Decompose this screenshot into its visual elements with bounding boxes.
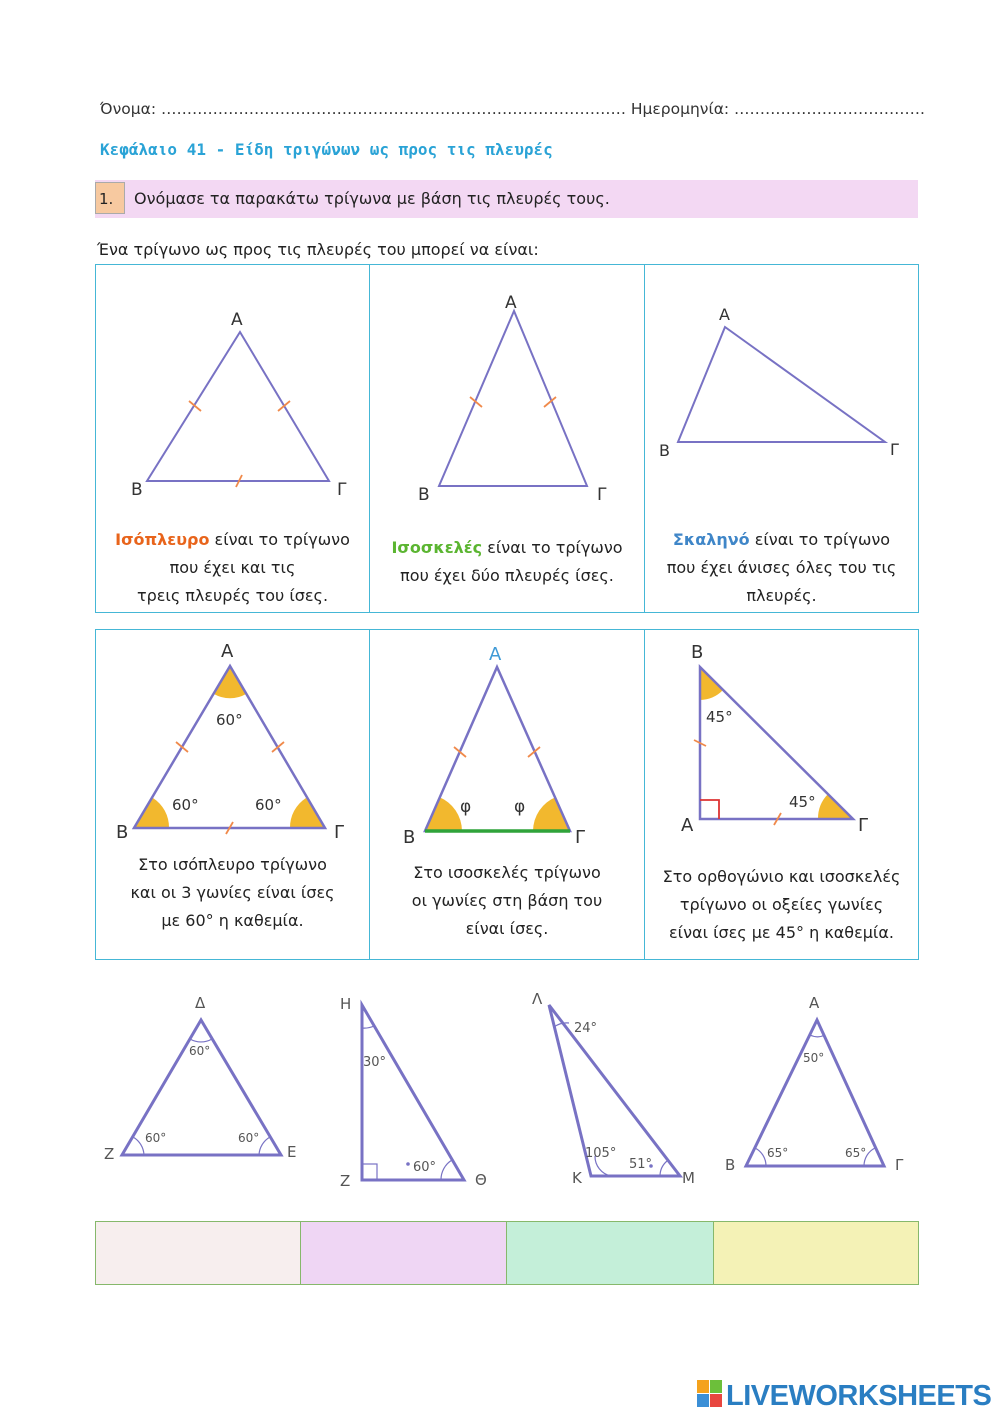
caption-text: Στο ισοσκελές τρίγωνο — [413, 863, 601, 882]
vertex-label: Λ — [532, 990, 543, 1008]
angle-label: 105° — [585, 1146, 617, 1161]
caption-text: που έχει άνισες όλες του τις — [666, 558, 897, 577]
caption-text: τρίγωνο οι οξείες γωνίες — [679, 895, 884, 914]
vertex-label: Γ — [858, 815, 869, 836]
vertex-label: Β — [418, 485, 430, 505]
angle-label: 65° — [767, 1146, 789, 1160]
caption-text: και οι 3 γωνίες είναι ίσες — [130, 883, 335, 902]
vertex-label: Α — [719, 305, 730, 324]
vertex-label: Α — [809, 994, 820, 1012]
answer-box-3[interactable] — [506, 1221, 714, 1285]
angle-label: 45° — [789, 793, 816, 811]
liveworksheets-logo-icon — [697, 1380, 723, 1408]
vertex-label: Γ — [895, 1156, 904, 1174]
scalene-caption — [645, 526, 918, 610]
caption-text: Στο ορθογώνιο και ισοσκελές — [662, 867, 901, 886]
caption-text: που έχει δύο πλευρές ίσες. — [400, 566, 614, 585]
vertex-label: Ε — [287, 1143, 297, 1161]
angle-label: 51° — [629, 1157, 653, 1172]
isosceles-angles-caption — [370, 859, 644, 943]
task-number: 1. — [95, 182, 125, 214]
angle-label: 60° — [145, 1131, 167, 1145]
vertex-label: Α — [681, 815, 694, 836]
vertex-label: Β — [659, 441, 670, 460]
isosceles-triangle-figure — [370, 265, 644, 520]
answer-box-1[interactable] — [95, 1221, 301, 1285]
vertex-label: Γ — [337, 480, 347, 500]
caption-text: με 60° η καθεμία. — [161, 911, 304, 930]
angle-label: 45° — [706, 708, 733, 726]
equilateral-caption — [96, 526, 369, 610]
equilateral-angles-figure — [96, 630, 369, 850]
chapter-title: Κεφάλαιο 41 - Είδη τριγώνων ως προς τις πλευρές — [100, 140, 553, 159]
name-date-line: Όνομα: ……………………………………………………………………………… Ημερομηνία: ………………………………. — [100, 100, 925, 118]
intro-text: Ένα τρίγωνο ως προς τις πλευρές του μπορεί να είναι: — [97, 240, 539, 259]
angle-label: 60° — [189, 1044, 211, 1058]
caption-text: πλευρές. — [746, 586, 817, 605]
caption-text: είναι ίσες. — [465, 919, 549, 938]
angle-label: 60° — [238, 1131, 260, 1145]
vertex-label: Γ — [597, 485, 607, 505]
vertex-label: Κ — [572, 1169, 582, 1187]
angle-label: 65° — [845, 1146, 867, 1160]
isosceles-caption — [370, 534, 644, 590]
angle-label: φ — [460, 797, 472, 817]
task-instruction: Ονόμασε τα παρακάτω τρίγωνα με βάση τις πλευρές τους. — [134, 189, 610, 208]
caption-text: που έχει και τις — [169, 558, 296, 577]
vertex-label: Β — [116, 822, 129, 843]
vertex-label: Ζ — [340, 1172, 351, 1190]
vertex-label: Γ — [575, 827, 586, 848]
vertex-label: Β — [725, 1156, 736, 1174]
caption-text: είναι το τρίγωνο — [749, 530, 891, 549]
angle-label: φ — [514, 797, 526, 817]
caption-text: τρεις πλευρές του ίσες. — [136, 586, 329, 605]
vertex-label: Α — [221, 641, 234, 662]
equilateral-keyword: Ισόπλευρο — [115, 530, 210, 549]
vertex-label: Β — [691, 642, 704, 663]
vertex-label: Β — [131, 480, 143, 500]
angle-label: 60° — [216, 711, 243, 729]
vertex-label: Α — [231, 310, 243, 330]
caption-text: οι γωνίες στη βάση του — [411, 891, 603, 910]
liveworksheets-brand: LIVEWORKSHEETS — [726, 1380, 992, 1412]
angle-label: 24° — [574, 1021, 598, 1036]
vertex-label: Α — [505, 293, 517, 313]
caption-text: είναι το τρίγωνο — [482, 538, 623, 557]
vertex-label: Θ — [475, 1171, 487, 1189]
scalene-keyword: Σκαληνό — [672, 530, 750, 549]
caption-text: είναι το τρίγωνο — [209, 530, 350, 549]
scalene-triangle-figure — [645, 265, 918, 520]
vertex-label: Ζ — [104, 1145, 115, 1163]
angle-label: 60° — [413, 1160, 437, 1175]
angle-label: 60° — [172, 796, 199, 814]
vertex-label: Γ — [334, 822, 345, 843]
vertex-label: Α — [489, 644, 502, 665]
vertex-label: Η — [340, 995, 352, 1013]
isosceles-angles-figure — [370, 630, 644, 850]
caption-text: είναι ίσες με 45° η καθεμία. — [669, 923, 894, 942]
equilateral-triangle-figure — [96, 265, 369, 520]
vertex-label: Β — [403, 827, 416, 848]
answer-box-4[interactable] — [713, 1221, 919, 1285]
equilateral-angles-caption — [96, 851, 369, 935]
angle-label: 50° — [803, 1051, 825, 1065]
angle-label: 30° — [363, 1055, 387, 1070]
vertex-label: Δ — [195, 994, 206, 1012]
exercise-triangles — [95, 990, 919, 1190]
vertex-label: Γ — [890, 440, 899, 459]
isosceles-keyword: Ισοσκελές — [391, 538, 483, 557]
answer-box-2[interactable] — [300, 1221, 507, 1285]
caption-text: Στο ισόπλευρο τρίγωνο — [138, 855, 327, 874]
vertex-label: Μ — [682, 1169, 695, 1187]
angle-label: 60° — [255, 796, 282, 814]
right-isosceles-figure — [645, 630, 918, 850]
right-isosceles-caption — [645, 863, 918, 947]
